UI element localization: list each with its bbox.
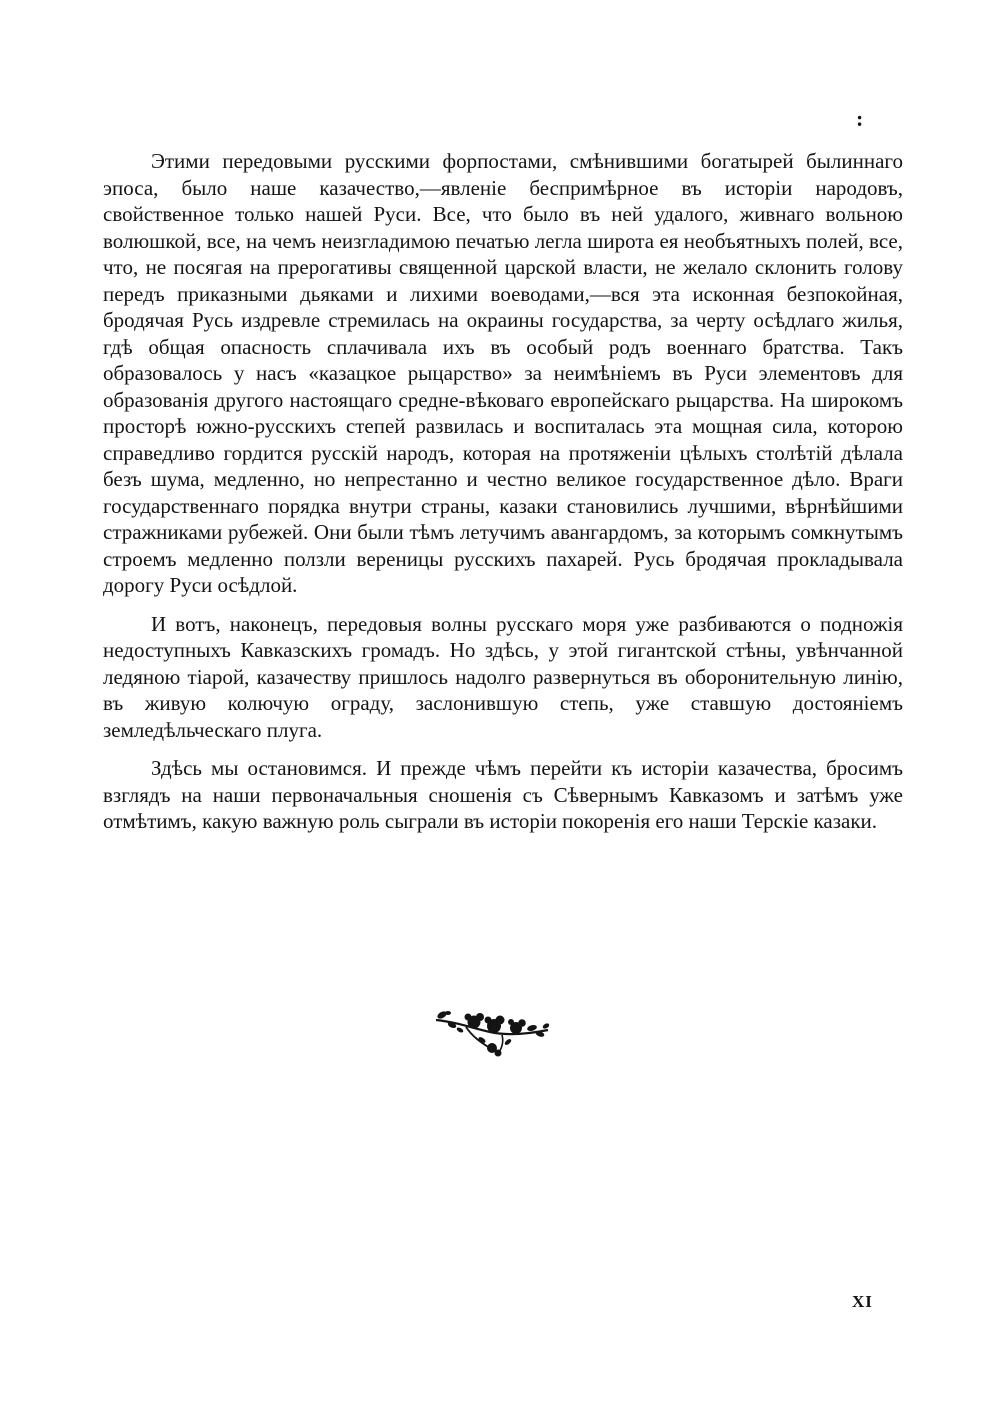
page-number: XI bbox=[852, 1292, 873, 1311]
paragraph-3: Здѣсь мы остановимся. И прежде чѣмъ перейти къ исторіи казачества, бросимъ взглядъ на наши первоначальныя сношенія съ Сѣвернымъ Кавказомъ и затѣмъ уже отмѣтимъ, какую важную роль сыграли въ исторіи покоренія его наши Терскіе казаки. bbox=[103, 756, 903, 833]
body-text bbox=[103, 148, 903, 847]
paragraph-2: И вотъ, наконецъ, передовыя волны русскаго моря уже разбиваются о подножія недоступныхъ Кавказскихъ громадъ. Но здѣсь, у этой гигантской стѣны, увѣнчанной ледяною тіарой, казачеству пришлось надолго развернуться въ оборонительную линію, въ живую колючую ограду, заслонившую степь, уже ставшую достояніемъ земледѣльческаго плуга. bbox=[103, 611, 903, 742]
floral-vignette-icon bbox=[432, 1004, 552, 1060]
paragraph-1: Этими передовыми русскими форпостами, смѣнившими богатырей былиннаго эпоса, было наше казачество,—явленіе беспримѣрное въ исторіи народовъ, свойственное только нашей Руси. Все, что было въ ней удалого, живнаго вольною волюшкой, все, на чемъ неизгладимою печатью легла широта ея необъятныхъ полей, все, что, не посягая на прерогативы священной царской власти, не желало склонить голову передъ приказными дьяками и лихими воеводами,—вся эта исконная безпокойная, бродячая Русь издревле стремилась на окраины государства, за черту осѣдлаго жилья, гдѣ общая опасность сплачивала ихъ въ особый родъ военнаго братства. Такъ образовалось у насъ «казацкое рыцарство» за неимѣніемъ въ Руси элементовъ для образованія другого настоящаго средне-вѣковаго европейскаго рыцарства. На широкомъ просторѣ южно-русскихъ степей развилась и воспиталась эта мощная сила, которою справедливо гордится русскій народъ, которая на протяженіи цѣлыхъ столѣтій дѣлала безъ шума, медленно, но непрестанно и честно великое государственное дѣло. Враги государственнаго порядка внутри страны, казаки становились лучшими, вѣрнѣйшими стражниками рубежей. Они были тѣмъ летучимъ авангардомъ, за которымъ сомкнутымъ строемъ медленно ползли вереницы русскихъ пахарей. Русь бродячая прокладывала дорогу Руси осѣдлой. bbox=[103, 149, 903, 597]
corner-mark: : bbox=[856, 106, 864, 131]
